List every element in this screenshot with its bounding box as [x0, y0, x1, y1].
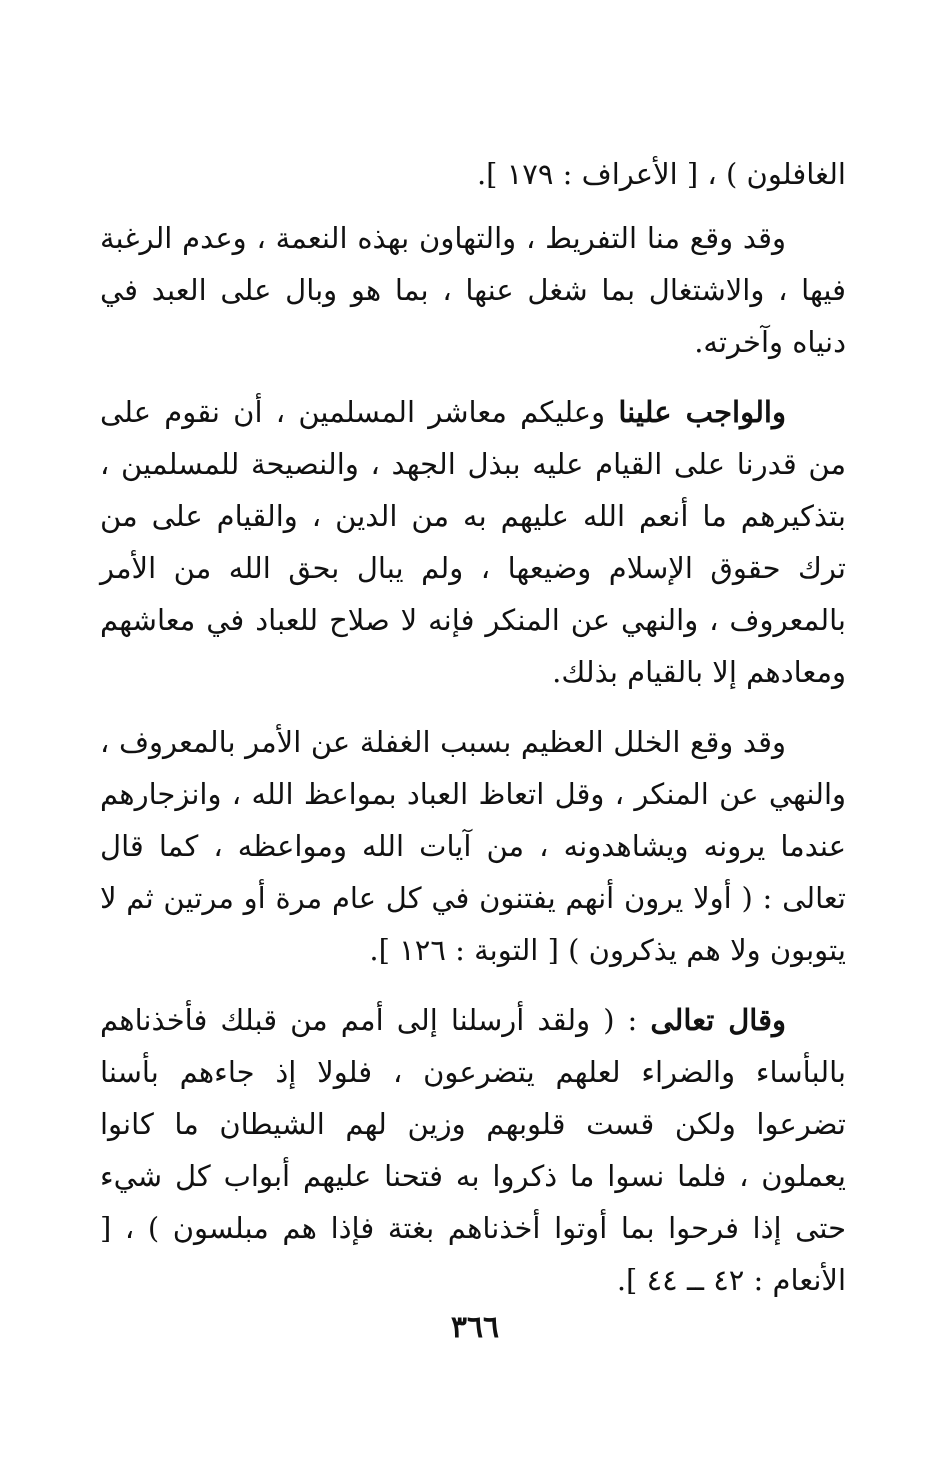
- paragraph-lead-bold: وقال تعالى: [650, 1003, 786, 1037]
- paragraph-text: وعليكم معاشر المسلمين ، أن نقوم على من قدرنا على القيام عليه ببذل الجهد ، والنصيحة للمسلمين ، بتذكيرهم ما أنعم الله عليهم به من الدين ، والقيام على من ترك حقوق الإسلام وضيعها ، ولم يبال بحق الله من الأمر بالمعروف ، والنهي عن المنكر فإنه لا صلاح للعباد في معاشهم ومعادهم إلا بالقيام بذلك.: [100, 395, 846, 689]
- paragraph-text: وقد وقع الخلل العظيم بسبب الغفلة عن الأمر بالمعروف ، والنهي عن المنكر ، وقل اتعاظ العباد بمواعظ الله ، وانزجارهم عندما يرونه ويشاهدونه ، من آيات الله ومواعظه ، كما قال تعالى : ( أولا يرون أنهم يفتنون في كل عام مرة أو مرتين ثم لا يتوبون ولا هم يذكرون ) [ التوبة : ١٢٦ ].: [100, 725, 846, 967]
- page-body-text: [100, 148, 846, 1324]
- page-number: ٣٦٦: [450, 1310, 500, 1345]
- paragraph-negligence: [100, 212, 846, 368]
- paragraph-duty: [100, 386, 846, 698]
- paragraph-continuation: [100, 148, 846, 200]
- paragraph-lead-bold: والواجب علينا: [618, 395, 786, 429]
- paragraph-text: الغافلون ) ، [ الأعراف : ١٧٩ ].: [476, 157, 846, 191]
- paragraph-quran-quote: [100, 994, 846, 1306]
- paragraph-great-flaw: [100, 716, 846, 976]
- paragraph-text: : ( ولقد أرسلنا إلى أمم من قبلك فأخذناهم بالبأساء والضراء لعلهم يتضرعون ، فلولا إذ جاءهم بأسنا تضرعوا ولكن قست قلوبهم وزين لهم الشيطان ما كانوا يعملون ، فلما نسوا ما ذكروا به فتحنا عليهم أبواب كل شيء حتى إذا فرحوا بما أوتوا أخذناهم بغتة فإذا هم مبلسون ) ، [ الأنعام : ٤٢ ــ ٤٤ ].: [100, 1003, 846, 1297]
- paragraph-text: وقد وقع منا التفريط ، والتهاون بهذه النعمة ، وعدم الرغبة فيها ، والاشتغال بما شغل عنها ، بما هو وبال على العبد في دنياه وآخرته.: [100, 221, 846, 359]
